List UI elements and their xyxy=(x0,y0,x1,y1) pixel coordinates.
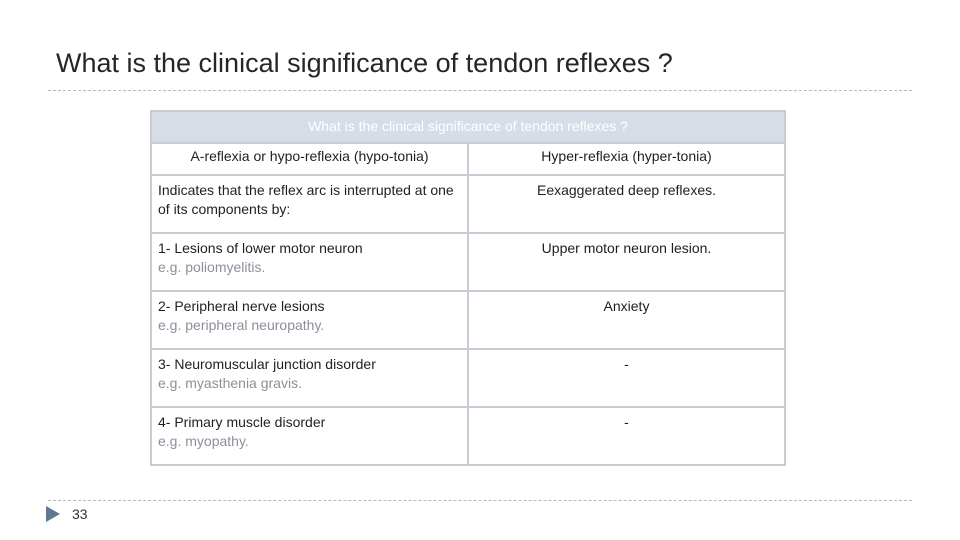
row-left-text: 1- Lesions of lower motor neuron xyxy=(158,240,363,256)
row-left-cell xyxy=(151,407,468,465)
row-left-cell xyxy=(151,349,468,407)
reflex-table xyxy=(150,110,786,466)
row-left-cell xyxy=(151,175,468,233)
table-row xyxy=(151,349,785,407)
row-right-cell: - xyxy=(468,349,785,407)
row-right-cell: Anxiety xyxy=(468,291,785,349)
row-left-cell xyxy=(151,233,468,291)
table-row xyxy=(151,407,785,465)
row-example-text: e.g. myasthenia gravis. xyxy=(158,375,302,391)
row-right-cell: Upper motor neuron lesion. xyxy=(468,233,785,291)
slide-title: What is the clinical significance of tendon reflexes ? xyxy=(56,48,673,78)
row-left-text: Indicates that the reflex arc is interrupted at one of its components by: xyxy=(158,182,454,217)
row-left-text: 4- Primary muscle disorder xyxy=(158,414,326,430)
page-number: 33 xyxy=(72,506,88,522)
row-example-text: e.g. peripheral neuropathy. xyxy=(158,317,325,333)
row-left-cell xyxy=(151,291,468,349)
table-row xyxy=(151,291,785,349)
triangle-bullet-icon xyxy=(46,506,60,522)
row-right-cell: - xyxy=(468,407,785,465)
footer-divider xyxy=(48,500,912,501)
row-left-text: 2- Peripheral nerve lesions xyxy=(158,298,325,314)
table-caption: What is the clinical significance of tendon reflexes ? xyxy=(151,111,785,143)
table-row xyxy=(151,175,785,233)
slide-footer xyxy=(46,506,88,522)
col-header-hyperreflexia: Hyper-reflexia (hyper-tonia) xyxy=(468,143,785,175)
row-left-text: 3- Neuromuscular junction disorder xyxy=(158,356,376,372)
row-right-cell: Eexaggerated deep reflexes. xyxy=(468,175,785,233)
row-example-text: e.g. myopathy. xyxy=(158,433,249,449)
title-divider xyxy=(48,90,912,91)
row-example-text: e.g. poliomyelitis. xyxy=(158,259,266,275)
col-header-hyporeflexia: A-reflexia or hypo-reflexia (hypo-tonia) xyxy=(151,143,468,175)
table-row xyxy=(151,233,785,291)
